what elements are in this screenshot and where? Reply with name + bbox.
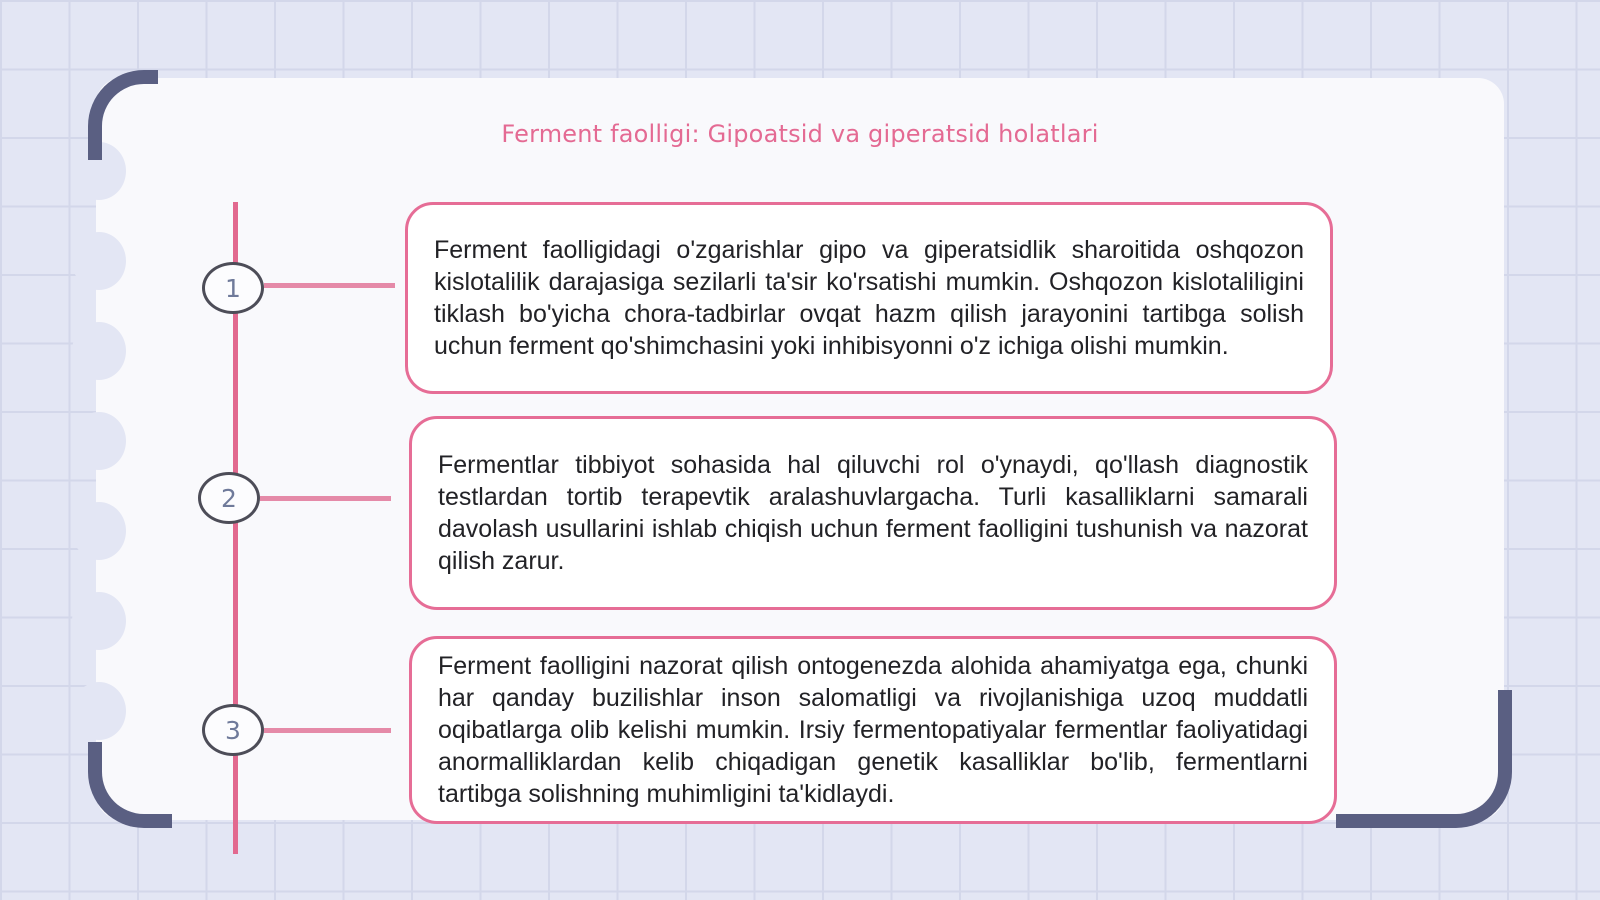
paper-scallop [72,502,126,560]
step-number-badge [202,704,264,756]
card-text: Fermentlar tibbiyot sohasida hal qiluvchi rol o'ynaydi, qo'llash diagnostik testlardan tortib terapevtik aralashuvlargacha. Turli kasalliklarni samarali davolash usullarini ishlab chiqish uchun ferment faolligini tushunish va nazorat qilish zarur. [438,451,1308,575]
card-text: Ferment faolligidagi o'zgarishlar gipo va giperatsidlik sharoitida oshqozon kislotalilik darajasiga sezilarli ta'sir ko'rsatishi mumkin. Oshqozon kislotaliligini tiklash bo'yicha chora-tadbirlar ovqat hazm qilish jarayonini tartibga solish uchun ferment qo'shimchasini yoki inhibisyonni o'z ichiga olishi mumkin. [434,236,1304,360]
step-number: 3 [225,715,241,745]
paper-scallop [72,682,126,740]
timeline-connector [264,283,395,288]
timeline-connector [264,728,391,733]
corner-bracket-bottom-left [88,742,172,828]
paper-scallop [72,412,126,470]
paper-scallop [72,322,126,380]
timeline-card [409,636,1337,824]
timeline-card [405,202,1333,394]
step-number: 1 [225,273,241,303]
card-text: Ferment faolligini nazorat qilish ontogenezda alohida ahamiyatga ega, chunki har qanday buzilishlar inson salomatligi va rivojlanishiga uzoq muddatli oqibatlarga olib kelishi mumkin. Irsiy fermentopatiyalar fermentlar faoliyatidagi anormalliklardan kelib chiqadigan genetik kasalliklar bo'lib, fermentlarni tartibga solishning muhimligini ta'kidlaydi. [438,652,1308,808]
corner-bracket-bottom-right [1336,690,1512,828]
slide-title: Ferment faolligi: Gipoatsid va giperatsid holatlari [501,120,1099,148]
timeline-connector [260,496,391,501]
timeline-card [409,416,1337,610]
paper-scallop [72,232,126,290]
step-number-badge [202,262,264,314]
step-number-badge [198,472,260,524]
step-number: 2 [221,483,237,513]
paper-scallop [72,592,126,650]
corner-bracket-top-left [88,70,158,160]
